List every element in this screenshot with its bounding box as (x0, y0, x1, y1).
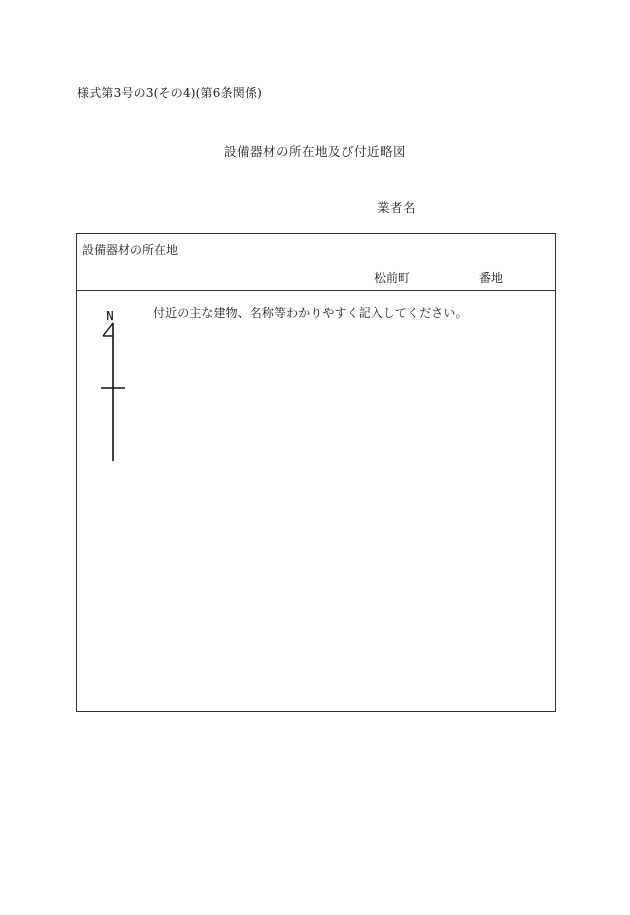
form-number: 様式第3号の3(その4)(第6条関係) (77, 86, 263, 100)
location-label: 設備器材の所在地 (82, 243, 179, 257)
vendor-name-label: 業者名 (377, 200, 417, 215)
map-drawing-area[interactable] (77, 291, 555, 711)
map-instruction: 付近の主な建物、名称等わかりやすく記入してください。 (153, 306, 468, 320)
lot-number-label: 番地 (479, 271, 504, 285)
form-frame (76, 233, 556, 712)
location-field[interactable] (77, 234, 555, 291)
page-title: 設備器材の所在地及び付近略図 (223, 144, 406, 159)
north-arrow-icon (97, 301, 133, 461)
town-label: 松前町 (374, 271, 411, 285)
compass-north-letter: N (106, 309, 114, 323)
